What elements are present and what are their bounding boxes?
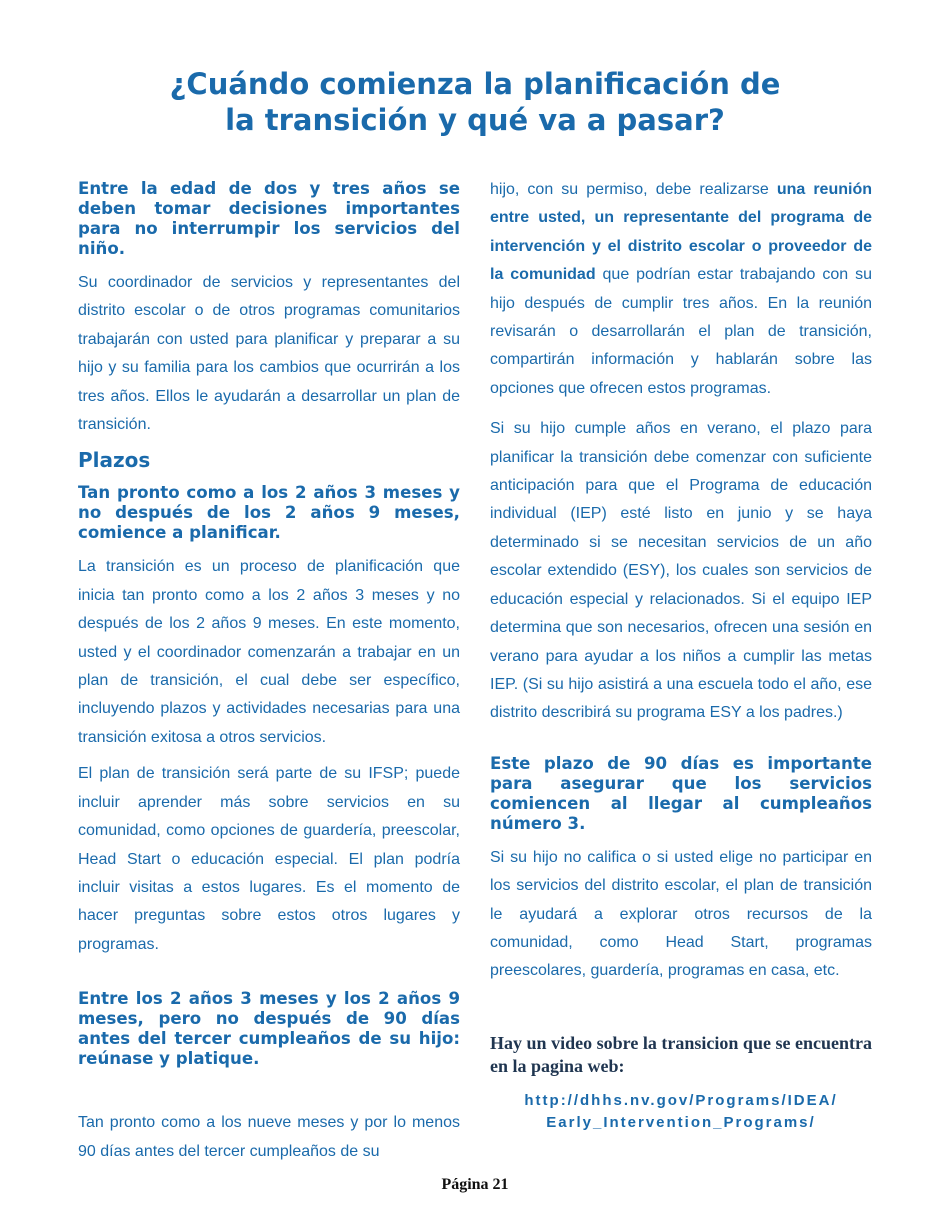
section-heading-plazos: Plazos	[78, 448, 151, 473]
paragraph-transition-plan-ifsp: El plan de transición será parte de su IFSP; puede incluir aprender más sobre servicios en su comunidad, como opciones de guardería, preescolar, Head Start o educación especial. El plan podría incluir visitas a estos lugares. Es el momento de hacer preguntas sobre estos otros lugares y programas.	[78, 765, 460, 953]
subheading-age-two-three: Entre la edad de dos y tres años se deben tomar decisiones importantes para no interrumpir los servicios del niño.	[78, 179, 460, 258]
page-title	[0, 66, 950, 138]
subheading-meet-and-talk: Entre los 2 años 3 meses y los 2 años 9 meses, pero no después de 90 días antes del tercer cumpleaños de su hijo: reúnase y platique.	[78, 989, 460, 1069]
subheading-start-planning: Tan pronto como a los 2 años 3 meses y no después de los 2 años 9 meses, comience a planificar.	[78, 483, 460, 543]
paragraph-transition-process: La transición es un proceso de planificación que inicia tan pronto como a los 2 años 3 meses y no después de los 2 años 9 meses. En este momento, usted y el coordinador comenzarán a trabajar en un plan de transición, el cual debe ser específico, incluyendo plazos y actividades necesarias para una transición exitosa a otros servicios.	[78, 558, 460, 746]
meeting-text-start: hijo, con su permiso, debe realizarse	[490, 181, 777, 198]
title-line-1: ¿Cuándo comienza la planificación de	[169, 67, 781, 101]
paragraph-meeting	[490, 176, 872, 403]
subheading-ninety-days: Este plazo de 90 días es importante para asegurar que los servicios comiencen al llegar al cumpleaños número 3.	[490, 753, 872, 833]
right-column	[490, 176, 872, 1134]
paragraph-coordinator: Su coordinador de servicios y representantes del distrito escolar o de otros programas comunitarios trabajarán con usted para planificar y preparar a su hijo y su familia para los cambios que ocurrirán a los tres años. Ellos le ayudarán a desarrollar un plan de transición.	[78, 274, 460, 434]
meeting-text-end: que podrían estar trabajando con su hijo después de cumplir tres años. En la reunión revisarán o desarrollarán el plan de transición, compartirán información y hablarán sobre las opciones que ofrecen estos programas.	[490, 266, 873, 397]
title-line-2: la transición y qué va a pasar?	[225, 103, 725, 137]
paragraph-nine-months: Tan pronto como a los nueve meses y por lo menos 90 días antes del tercer cumpleaños de su	[78, 1114, 460, 1160]
paragraph-not-qualify: Si su hijo no califica o si usted elige no participar en los servicios del distrito escolar, el plan de transición le ayudará a explorar otros recursos de la comunidad, como Head Start, programas preescolares, guardería, programas en casa, etc.	[490, 848, 872, 980]
video-note: Hay un video sobre la transicion que se encuentra en la pagina web:	[490, 1032, 872, 1076]
paragraph-summer-birthday: Si su hijo cumple años en verano, el plazo para planificar la transición debe comenzar con suficiente anticipación para que el Programa de educación individual (IEP) esté listo en junio y se haya determinado si se necesitan servicios de un año escolar extendido (ESY), los cuales son servicios de educación especial y relacionados. Si el equipo IEP determina que son necesarios, ofrecen una sesión en verano para ayudar a los niños a cumplir las metas IEP. (Si su hijo asistirá a una escuela todo el año, ese distrito describirá su programa ESY a los padres.)	[490, 420, 872, 722]
left-column	[78, 179, 460, 1174]
video-link[interactable]	[490, 1090, 872, 1134]
page-number: Página 21	[441, 1176, 509, 1193]
meeting-text-bold: una reunión entre usted, un representante del programa de intervención y el distrito escolar o proveedor de la comunidad	[490, 181, 872, 284]
video-url-line-2[interactable]: Early_Intervention_Programs/	[546, 1113, 816, 1131]
video-url-line-1[interactable]: http://dhhs.nv.gov/Programs/IDEA/	[524, 1091, 838, 1109]
